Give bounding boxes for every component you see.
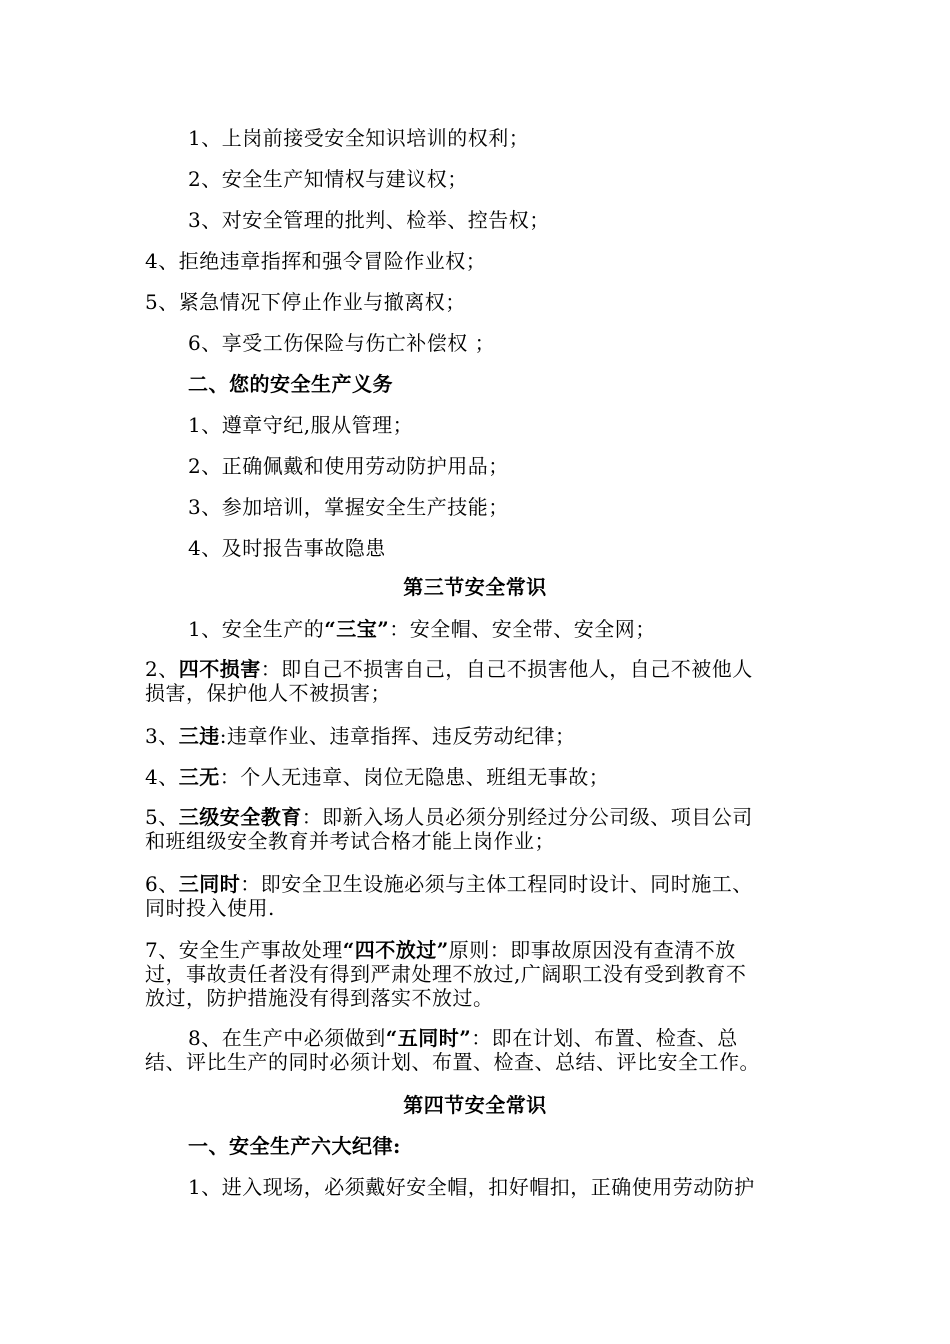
item1-bold: “三宝” (324, 617, 390, 641)
item1-prefix: 1、安全生产的 (188, 617, 325, 641)
item7-line1: 原则：即事故原因没有查清不放 (448, 938, 736, 962)
section3-item-5 (145, 805, 810, 853)
item5-bold: 三级安全教育 (178, 805, 302, 829)
section3-item-6 (145, 872, 810, 920)
duty-item-3: 3、参加培训，掌握安全生产技能； (188, 495, 509, 519)
right-item-2: 2、安全生产知情权与建议权； (188, 167, 468, 191)
item7-line2: 过，事故责任者没有得到严肃处理不放过,广阔职工没有受到教育不 (145, 962, 747, 986)
item8-line2: 结、评比生产的同时必须计划、布置、检查、总结、评比安全工作。 (145, 1050, 760, 1074)
item6-prefix: 6、 (145, 872, 179, 896)
section4-item-1: 1、进入现场，必须戴好安全帽，扣好帽扣，正确使用劳动防护 (188, 1175, 755, 1199)
item6-line1: ：即安全卫生设施必须与主体工程同时设计、同时施工、 (240, 872, 753, 896)
section3-item-2 (145, 657, 810, 705)
item2-line1: ：即自己不损害自己，自己不损害他人，自己不被他人 (260, 657, 753, 681)
item7-prefix: 7、安全生产事故处理 (145, 938, 343, 962)
section3-item-4 (145, 765, 609, 789)
item6-line2: 同时投入使用. (145, 896, 275, 920)
section3-item-8 (145, 1026, 810, 1074)
item2-prefix: 2、 (145, 657, 179, 681)
item3-bold: 三违 (178, 724, 220, 748)
item4-prefix: 4、 (145, 765, 179, 789)
item1-text: ：安全帽、安全带、安全网； (389, 617, 656, 641)
item7-line3: 放过，防护措施没有得到落实不放过。 (145, 986, 494, 1010)
item3-text: :违章作业、违章指挥、违反劳动纪律； (219, 724, 576, 748)
section3-item-1 (188, 617, 656, 641)
duty-item-2: 2、正确佩戴和使用劳动防护用品； (188, 454, 509, 478)
item2-bold: 四不损害 (178, 657, 261, 681)
duty-item-4: 4、及时报告事故隐患 (188, 536, 386, 560)
item8-prefix: 8、在生产中必须做到 (188, 1026, 386, 1050)
item6-bold: 三同时 (178, 872, 241, 896)
item5-line1: ：即新入场人员必须分别经过分公司级、项目公司 (301, 805, 753, 829)
duties-heading: 二、您的安全生产义务 (188, 372, 393, 396)
duty-item-1: 1、遵章守纪,服从管理； (188, 413, 414, 437)
item3-prefix: 3、 (145, 724, 179, 748)
item5-line2: 和班组级安全教育并考试合格才能上岗作业； (145, 829, 555, 853)
right-item-1: 1、上岗前接受安全知识培训的权利； (188, 126, 530, 150)
section4-title: 第四节安全常识 (403, 1093, 547, 1117)
section3-item-3 (145, 724, 575, 748)
right-item-5: 5、紧急情况下停止作业与撤离权； (145, 290, 466, 314)
item2-line2: 损害，保护他人不被损害； (145, 681, 391, 705)
right-item-3: 3、对安全管理的批判、检举、控告权； (188, 208, 550, 232)
right-item-4: 4、拒绝违章指挥和强令冒险作业权； (145, 249, 487, 273)
item4-bold: 三无 (178, 765, 220, 789)
item8-bold: “五同时” (385, 1026, 472, 1050)
right-item-6: 6、享受工伤保险与伤亡补偿权 ； (188, 331, 496, 355)
section3-item-7 (145, 938, 810, 1010)
item4-text: ：个人无违章、岗位无隐患、班组无事故； (219, 765, 610, 789)
section3-title: 第三节安全常识 (403, 575, 547, 599)
item8-line1: ：即在计划、布置、检查、总 (471, 1026, 738, 1050)
item5-prefix: 5、 (145, 805, 179, 829)
item7-bold: “四不放过” (342, 938, 449, 962)
section4-subheading: 一、安全生产六大纪律: (188, 1134, 401, 1158)
